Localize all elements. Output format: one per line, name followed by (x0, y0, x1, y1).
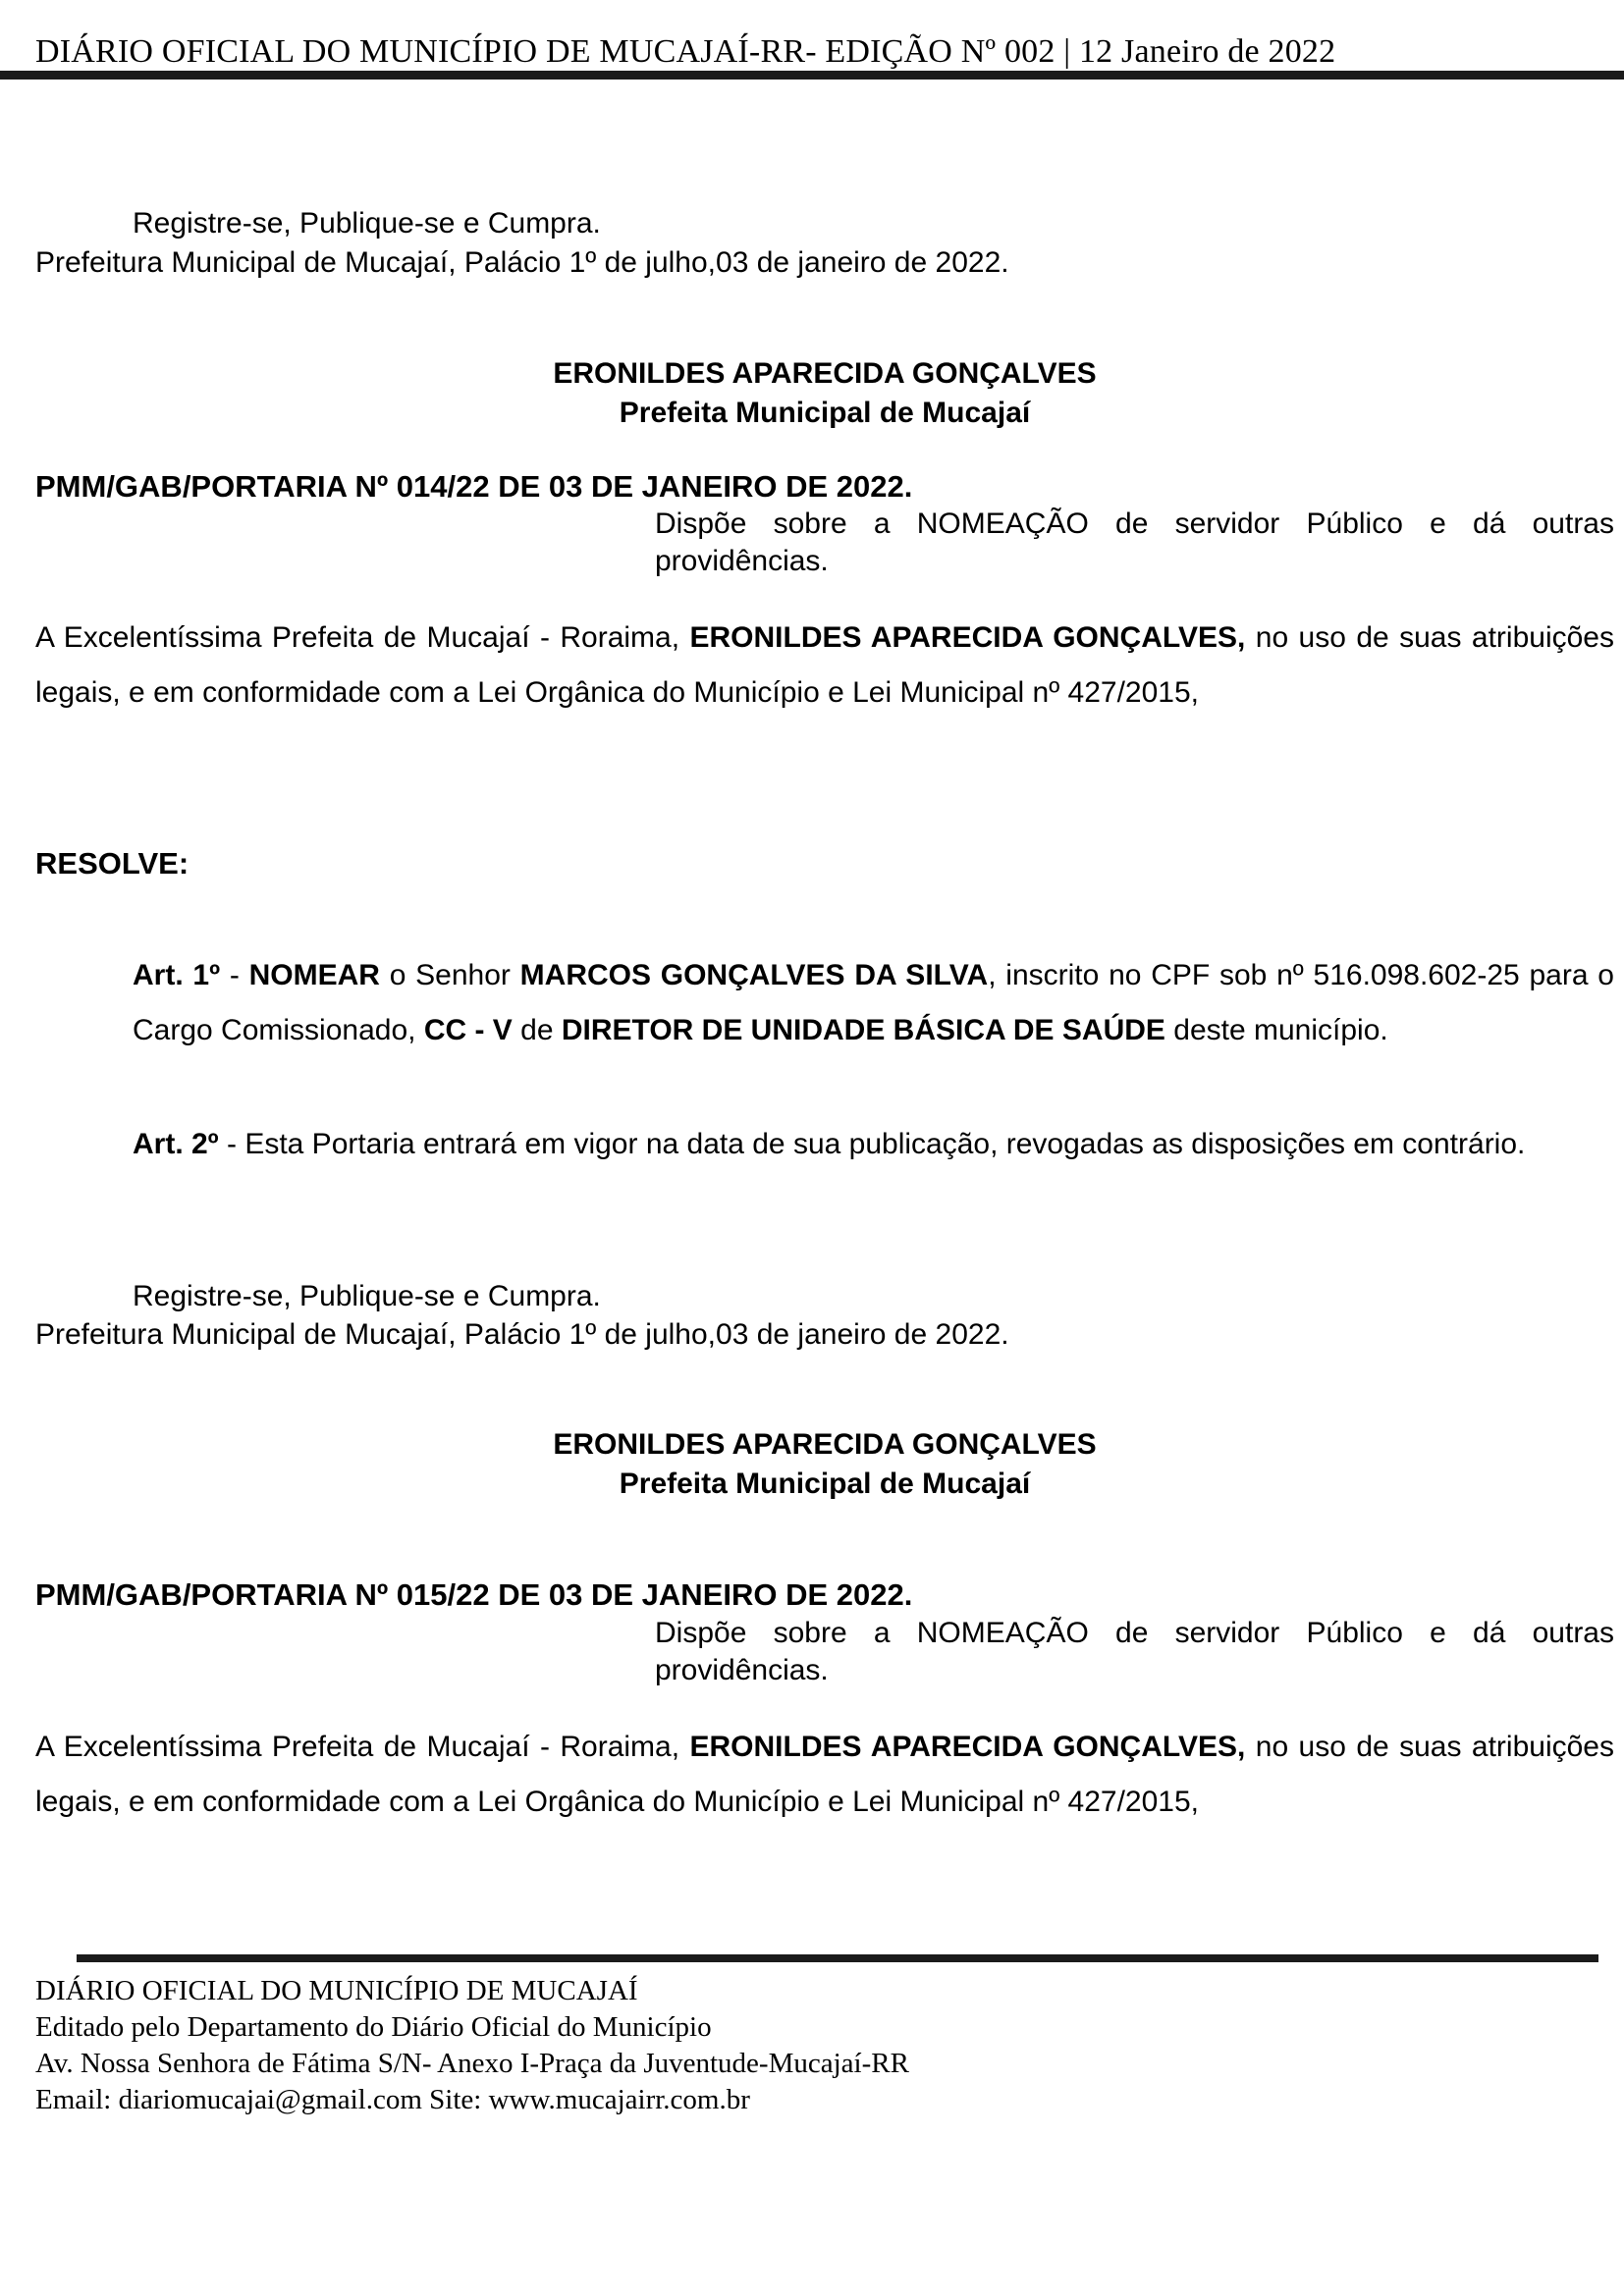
page-header-title: DIÁRIO OFICIAL DO MUNICÍPIO DE MUCAJAÍ-RR- EDIÇÃO Nº 002 | 12 Janeiro de 2022 (35, 33, 1336, 70)
art1-text-1: o Senhor (379, 959, 520, 991)
art2-text: - Esta Portaria entrará em vigor na data de sua publicação, revogadas as disposições em contrário. (218, 1128, 1526, 1160)
preamble-end: no uso de suas atribuições legais, e em conformidade com a Lei Orgânica do Município e Lei Municipal nº 427/2015, (35, 621, 1614, 709)
signature-name: ERONILDES APARECIDA GONÇALVES (553, 357, 1097, 390)
preamble-end: no uso de suas atribuições legais, e em conformidade com a Lei Orgânica do Município e Lei Municipal nº 427/2015, (35, 1731, 1614, 1818)
footer-contact: Email: diariomucajai@gmail.com Site: www.mucajairr.com.br (35, 2084, 750, 2115)
article-2 (35, 1117, 1614, 1172)
portaria-preamble (35, 1720, 1614, 1830)
signature-name: ERONILDES APARECIDA GONÇALVES (553, 1428, 1097, 1461)
preamble-start: A Excelentíssima Prefeita de Mucajaí - Roraima, (35, 621, 690, 654)
footer-publication-name: DIÁRIO OFICIAL DO MUNICÍPIO DE MUCAJAÍ (35, 1975, 638, 2006)
closing-place-date: Prefeitura Municipal de Mucajaí, Palácio 1º de julho,03 de janeiro de 2022. (35, 246, 1009, 279)
closing-place-date: Prefeitura Municipal de Mucajaí, Palácio 1º de julho,03 de janeiro de 2022. (35, 1318, 1009, 1351)
portaria-title: PMM/GAB/PORTARIA Nº 014/22 DE 03 DE JANEIRO DE 2022. (35, 469, 913, 504)
art1-label: Art. 1º (133, 959, 221, 991)
signature-role: Prefeita Municipal de Mucajaí (619, 397, 1031, 429)
portaria-title: PMM/GAB/PORTARIA Nº 015/22 DE 03 DE JANEIRO DE 2022. (35, 1577, 913, 1612)
art1-text-4: deste município. (1164, 1014, 1388, 1046)
art2-label: Art. 2º (133, 1128, 219, 1160)
art1-verb: NOMEAR (248, 959, 380, 991)
footer-address: Av. Nossa Senhora de Fátima S/N- Anexo I-Praça da Juventude-Mucajaí-RR (35, 2048, 909, 2079)
resolve-heading: RESOLVE: (35, 846, 189, 881)
footer-editor: Editado pelo Departamento do Diário Oficial do Município (35, 2011, 712, 2043)
closing-registre: Registre-se, Publique-se e Cumpra. (133, 1280, 601, 1312)
portaria-ementa: Dispõe sobre a NOMEAÇÃO de servidor Público e dá outras providências. (655, 1617, 1614, 1686)
portaria-preamble (35, 611, 1614, 721)
portaria-ementa: Dispõe sobre a NOMEAÇÃO de servidor Público e dá outras providências. (655, 507, 1614, 577)
footer-rule (77, 1954, 1598, 1962)
closing-registre: Registre-se, Publique-se e Cumpra. (133, 207, 601, 240)
art1-sep: - (220, 959, 249, 991)
preamble-start: A Excelentíssima Prefeita de Mucajaí - Roraima, (35, 1731, 690, 1763)
preamble-name: ERONILDES APARECIDA GONÇALVES, (689, 1731, 1246, 1763)
signature-role: Prefeita Municipal de Mucajaí (619, 1468, 1031, 1500)
art1-role: DIRETOR DE UNIDADE BÁSICA DE SAÚDE (561, 1014, 1165, 1046)
page-footer (35, 1973, 909, 2118)
art1-cc: CC - V (423, 1014, 513, 1046)
art1-text-2: , inscrito no CPF sob nº 516.098.602-25 para o Cargo Comissionado, (133, 959, 1614, 1046)
art1-text-3: de (512, 1014, 562, 1046)
art1-person: MARCOS GONÇALVES DA SILVA (519, 959, 989, 991)
preamble-name: ERONILDES APARECIDA GONÇALVES, (689, 621, 1246, 654)
header-rule (0, 71, 1624, 80)
article-1 (35, 948, 1614, 1058)
